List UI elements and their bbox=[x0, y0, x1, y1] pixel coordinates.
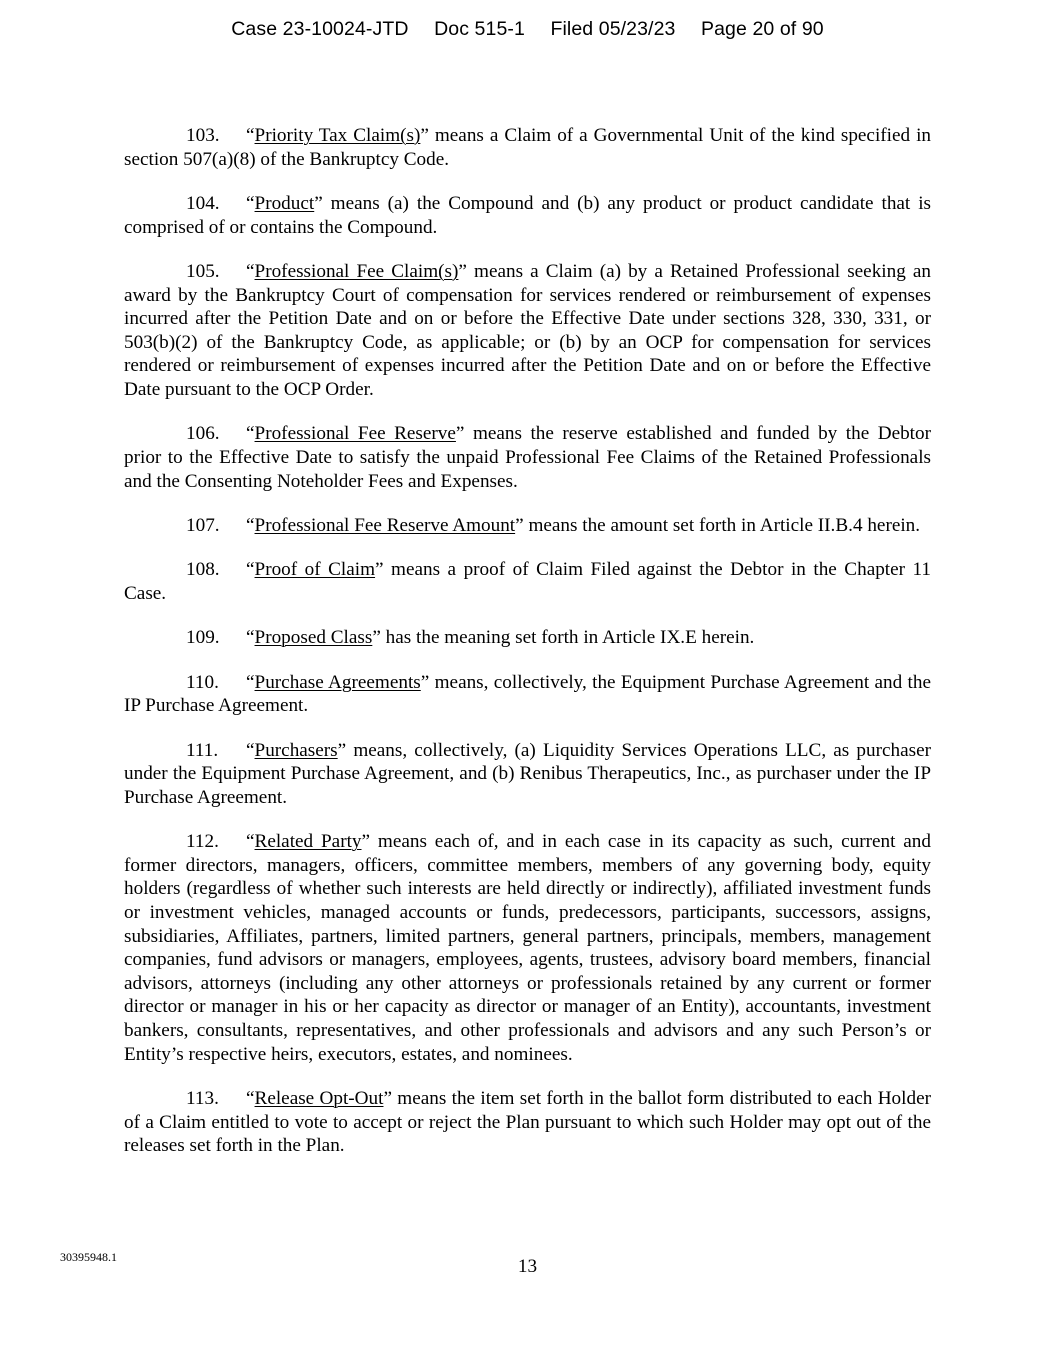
definition-item bbox=[124, 626, 931, 650]
definition-item bbox=[124, 830, 931, 1066]
definition-text: ” means the amount set forth in Article II.B.4 herein. bbox=[515, 514, 921, 536]
definition-number: 105. bbox=[186, 260, 220, 282]
definition-text: ” means, collectively, (a) Liquidity Services Operations LLC, as purchaser under the Equipment Purchase Agreement, and (b) Renibus Therapeutics, Inc., as purchaser under the IP Purchase Agreement. bbox=[124, 739, 931, 808]
defined-term: Related Party bbox=[254, 831, 362, 853]
defined-term: Release Opt-Out bbox=[254, 1087, 384, 1109]
document-number: Doc 515-1 bbox=[434, 18, 525, 40]
defined-term: Proof of Claim bbox=[254, 559, 376, 581]
definitions-section bbox=[124, 124, 931, 1179]
definition-text: ” means a proof of Claim Filed against the Debtor in the Chapter 11 Case. bbox=[124, 559, 931, 604]
definition-item bbox=[124, 671, 931, 718]
defined-term: Purchase Agreements bbox=[254, 671, 421, 693]
open-quote: “ bbox=[246, 671, 255, 693]
definition-item bbox=[124, 739, 931, 810]
defined-term: Product bbox=[254, 192, 315, 214]
defined-term: Purchasers bbox=[254, 739, 338, 761]
case-number: Case 23-10024-JTD bbox=[231, 18, 409, 40]
definition-text: ” means (a) the Compound and (b) any product or product candidate that is comprised of or contains the Compound. bbox=[124, 192, 931, 238]
definition-number: 112. bbox=[186, 831, 219, 853]
open-quote: “ bbox=[246, 260, 255, 282]
definition-text: ” has the meaning set forth in Article IX.E herein. bbox=[372, 627, 755, 649]
document-id: 30395948.1 bbox=[60, 1250, 117, 1264]
filed-date: Filed 05/23/23 bbox=[550, 18, 676, 40]
defined-term: Professional Fee Reserve bbox=[254, 423, 456, 445]
definition-number: 110. bbox=[186, 671, 219, 693]
definition-text: ” means each of, and in each case in its capacity as such, current and former directors, managers, officers, committee members, members of any governing body, equity holders (regardless of whether such interests are held directly or indirectly), affiliated investment funds or investment vehicles, managed accounts or funds, predecessors, participants, successors, assigns, subsidiaries, Affiliates, partners, limited partners, general partners, principals, members, management companies, fund advisors or managers, employees, agents, trustees, advisory board members, financial advisors, attorneys (including any other attorneys or professionals retained by any current or former director or manager in his or her capacity as director or manager of an Entity), accountants, investment bankers, consultants, representatives, and other professionals and advisors and any such Person’s or Entity’s respective heirs, executors, estates, and nominees. bbox=[124, 831, 931, 1065]
open-quote: “ bbox=[246, 627, 255, 649]
definition-text: ” means a Claim (a) by a Retained Professional seeking an award by the Bankruptcy Court of compensation for services rendered or reimbursement of expenses incurred after the Petition Date and on or before the Effective Date under sections 328, 330, 331, or 503(b)(2) of the Bankruptcy Code, as applicable; or (b) by an OCP for compensation for services rendered or reimbursement of expenses incurred after the Petition Date and on or before the Effective Date pursuant to the OCP Order. bbox=[124, 260, 931, 400]
defined-term: Proposed Class bbox=[254, 627, 373, 649]
definition-item bbox=[124, 192, 931, 239]
page-number: 13 bbox=[517, 1256, 538, 1277]
definition-text: ” means, collectively, the Equipment Purchase Agreement and the IP Purchase Agreement. bbox=[124, 671, 931, 717]
definition-number: 108. bbox=[186, 559, 220, 581]
open-quote: “ bbox=[246, 423, 255, 445]
defined-term: Professional Fee Claim(s) bbox=[254, 260, 459, 282]
definition-item bbox=[124, 260, 931, 402]
open-quote: “ bbox=[246, 559, 255, 581]
open-quote: “ bbox=[246, 192, 255, 214]
definition-number: 106. bbox=[186, 423, 220, 445]
definition-text: ” means a Claim of a Governmental Unit of the kind specified in section 507(a)(8) of the Bankruptcy Code. bbox=[124, 125, 931, 170]
definition-number: 113. bbox=[186, 1087, 219, 1109]
definition-item bbox=[124, 558, 931, 605]
court-filing-header bbox=[0, 18, 1055, 41]
definition-item bbox=[124, 422, 931, 493]
definition-number: 107. bbox=[186, 514, 220, 536]
defined-term: Priority Tax Claim(s) bbox=[254, 125, 421, 146]
open-quote: “ bbox=[246, 125, 255, 146]
open-quote: “ bbox=[246, 1087, 255, 1109]
definition-number: 103. bbox=[186, 125, 220, 146]
open-quote: “ bbox=[246, 831, 255, 853]
definition-item bbox=[124, 514, 931, 538]
definition-number: 111. bbox=[186, 739, 219, 761]
definition-item bbox=[124, 124, 931, 171]
defined-term: Professional Fee Reserve Amount bbox=[254, 514, 516, 536]
open-quote: “ bbox=[246, 514, 255, 536]
open-quote: “ bbox=[246, 739, 255, 761]
definition-text: ” means the reserve established and funded by the Debtor prior to the Effective Date to satisfy the unpaid Professional Fee Claims of the Retained Professionals and the Consenting Noteholder Fees and Expenses. bbox=[124, 423, 932, 492]
page-indicator: Page 20 of 90 bbox=[701, 18, 824, 40]
definition-number: 109. bbox=[186, 627, 220, 649]
definition-number: 104. bbox=[186, 192, 220, 214]
definition-item bbox=[124, 1087, 931, 1158]
definition-text: ” means the item set forth in the ballot form distributed to each Holder of a Claim entitled to vote to accept or reject the Plan pursuant to which such Holder may opt out of the releases set forth in the Plan. bbox=[124, 1087, 931, 1157]
